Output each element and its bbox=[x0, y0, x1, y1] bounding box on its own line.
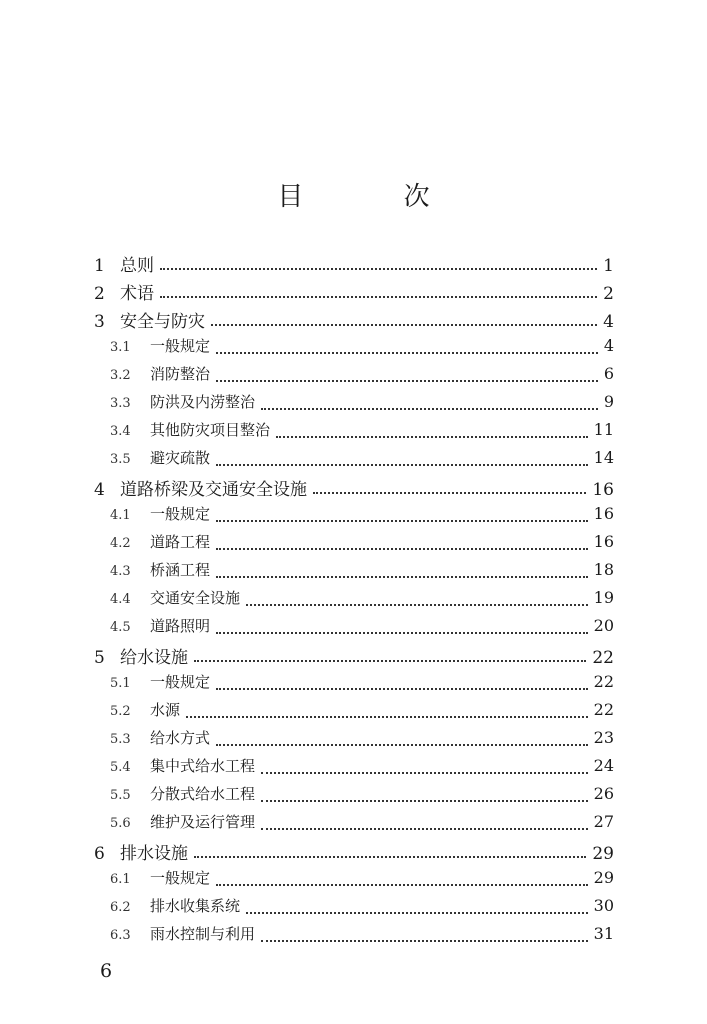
toc-entry-page-number: 1 bbox=[603, 256, 614, 276]
toc-entry-number: 3.2 bbox=[110, 368, 131, 383]
dot-leader bbox=[216, 519, 588, 522]
dot-leader bbox=[261, 771, 588, 774]
toc-entry-label: 雨水控制与利用 bbox=[150, 925, 256, 943]
toc-entry-page-number: 22 bbox=[592, 648, 614, 668]
toc-entry-page-number: 29 bbox=[592, 844, 614, 864]
dot-leader bbox=[160, 295, 597, 298]
toc-entry-number: 5.4 bbox=[110, 760, 131, 775]
toc-entry-number: 4.4 bbox=[110, 592, 131, 607]
dot-leader bbox=[216, 687, 588, 690]
toc-entry-label: 一般规定 bbox=[150, 337, 211, 355]
toc-entry-number: 5.5 bbox=[110, 788, 131, 803]
toc-entry-page-number: 30 bbox=[593, 896, 614, 915]
toc-entry-page-number: 6 bbox=[603, 364, 614, 383]
toc-entry-number: 6.3 bbox=[110, 928, 131, 943]
dot-leader bbox=[194, 855, 586, 858]
toc-entry-number: 6.1 bbox=[110, 872, 131, 887]
toc-chapter-entry[interactable] bbox=[0, 307, 707, 333]
dot-leader bbox=[160, 267, 597, 270]
toc-entry-label: 一般规定 bbox=[150, 869, 211, 887]
toc-entry-number: 4.2 bbox=[110, 536, 131, 551]
dot-leader bbox=[216, 575, 588, 578]
toc-entry-label: 道路照明 bbox=[150, 617, 211, 635]
toc-entry-number: 5 bbox=[94, 648, 105, 668]
dot-leader bbox=[211, 323, 597, 326]
toc-entry-page-number: 24 bbox=[593, 756, 614, 775]
toc-entry-label: 水源 bbox=[150, 701, 181, 719]
toc-entry-page-number: 4 bbox=[603, 312, 614, 332]
toc-entry-page-number: 19 bbox=[593, 588, 614, 607]
toc-entry-page-number: 26 bbox=[593, 784, 614, 803]
toc-entry-number: 4 bbox=[94, 480, 105, 500]
toc-entry-label: 安全与防灾 bbox=[120, 312, 205, 332]
toc-entry-number: 5.1 bbox=[110, 676, 131, 691]
dot-leader bbox=[216, 379, 598, 382]
toc-section-entry[interactable] bbox=[0, 727, 707, 753]
dot-leader bbox=[246, 911, 588, 914]
toc-section-entry[interactable] bbox=[0, 699, 707, 725]
toc-section-entry[interactable] bbox=[0, 895, 707, 921]
toc-entry-page-number: 27 bbox=[593, 812, 614, 831]
toc-entry-page-number: 14 bbox=[593, 448, 614, 467]
toc-entry-label: 消防整治 bbox=[150, 365, 211, 383]
toc-section-entry[interactable] bbox=[0, 363, 707, 389]
dot-leader bbox=[246, 603, 588, 606]
toc-entry-number: 5.2 bbox=[110, 704, 131, 719]
toc-entry-label: 避灾疏散 bbox=[150, 449, 211, 467]
toc-entry-page-number: 16 bbox=[593, 504, 614, 523]
toc-chapter-entry[interactable] bbox=[0, 475, 707, 501]
toc-entry-page-number: 31 bbox=[593, 924, 614, 943]
dot-leader bbox=[276, 435, 588, 438]
toc-entry-label: 交通安全设施 bbox=[150, 589, 241, 607]
toc-entry-label: 总则 bbox=[120, 256, 154, 276]
toc-entry-label: 一般规定 bbox=[150, 673, 211, 691]
toc-entry-number: 6 bbox=[94, 844, 105, 864]
dot-leader bbox=[261, 939, 588, 942]
toc-section-entry[interactable] bbox=[0, 671, 707, 697]
toc-entry-page-number: 20 bbox=[593, 616, 614, 635]
toc-entry-label: 排水收集系统 bbox=[150, 897, 241, 915]
toc-entry-label: 桥涵工程 bbox=[150, 561, 211, 579]
toc-section-entry[interactable] bbox=[0, 447, 707, 473]
toc-entry-page-number: 29 bbox=[593, 868, 614, 887]
toc-section-entry[interactable] bbox=[0, 783, 707, 809]
toc-chapter-entry[interactable] bbox=[0, 839, 707, 865]
toc-entry-page-number: 23 bbox=[593, 728, 614, 747]
dot-leader bbox=[186, 715, 588, 718]
dot-leader bbox=[216, 743, 588, 746]
toc-entry-page-number: 2 bbox=[603, 284, 614, 304]
toc-section-entry[interactable] bbox=[0, 419, 707, 445]
toc-entry-label: 排水设施 bbox=[120, 844, 188, 864]
toc-entry-number: 6.2 bbox=[110, 900, 131, 915]
toc-entry-page-number: 11 bbox=[593, 420, 614, 439]
toc-entry-page-number: 16 bbox=[592, 480, 614, 500]
toc-entry-number: 4.1 bbox=[110, 508, 131, 523]
toc-chapter-entry[interactable] bbox=[0, 251, 707, 277]
toc-section-entry[interactable] bbox=[0, 615, 707, 641]
toc-entry-number: 3.1 bbox=[110, 340, 131, 355]
dot-leader bbox=[216, 463, 588, 466]
toc-entry-number: 4.5 bbox=[110, 620, 131, 635]
dot-leader bbox=[216, 547, 588, 550]
toc-entry-page-number: 22 bbox=[593, 672, 614, 691]
dot-leader bbox=[194, 659, 586, 662]
dot-leader bbox=[216, 883, 588, 886]
toc-entry-number: 3.3 bbox=[110, 396, 131, 411]
toc-section-entry[interactable] bbox=[0, 587, 707, 613]
toc-entry-number: 4.3 bbox=[110, 564, 131, 579]
dot-leader bbox=[216, 351, 598, 354]
toc-section-entry[interactable] bbox=[0, 531, 707, 557]
toc-entry-label: 术语 bbox=[120, 284, 154, 304]
toc-section-entry[interactable] bbox=[0, 811, 707, 837]
dot-leader bbox=[313, 491, 586, 494]
dot-leader bbox=[261, 827, 588, 830]
toc-entry-label: 道路桥梁及交通安全设施 bbox=[120, 480, 307, 500]
toc-chapter-entry[interactable] bbox=[0, 279, 707, 305]
toc-entry-label: 维护及运行管理 bbox=[150, 813, 256, 831]
dot-leader bbox=[216, 631, 588, 634]
toc-section-entry[interactable] bbox=[0, 867, 707, 893]
toc-section-entry[interactable] bbox=[0, 755, 707, 781]
toc-chapter-entry[interactable] bbox=[0, 643, 707, 669]
toc-section-entry[interactable] bbox=[0, 391, 707, 417]
toc-entry-label: 防洪及内涝整治 bbox=[150, 393, 256, 411]
toc-entry-label: 给水方式 bbox=[150, 729, 211, 747]
toc-entry-number: 1 bbox=[94, 256, 105, 276]
dot-leader bbox=[261, 407, 598, 410]
toc-section-entry[interactable] bbox=[0, 335, 707, 361]
toc-entry-label: 分散式给水工程 bbox=[150, 785, 256, 803]
toc-entry-number: 5.6 bbox=[110, 816, 131, 831]
dot-leader bbox=[261, 799, 588, 802]
toc-entry-number: 3 bbox=[94, 312, 105, 332]
toc-entry-page-number: 18 bbox=[593, 560, 614, 579]
page-title: 目 次 bbox=[277, 182, 476, 212]
toc-entry-page-number: 16 bbox=[593, 532, 614, 551]
toc-entry-label: 道路工程 bbox=[150, 533, 211, 551]
toc-entry-label: 给水设施 bbox=[120, 648, 188, 668]
toc-entry-number: 3.5 bbox=[110, 452, 131, 467]
toc-entry-page-number: 4 bbox=[603, 336, 614, 355]
toc-entry-label: 一般规定 bbox=[150, 505, 211, 523]
toc-section-entry[interactable] bbox=[0, 503, 707, 529]
toc-entry-page-number: 9 bbox=[603, 392, 614, 411]
toc-entry-label: 其他防灾项目整治 bbox=[150, 421, 271, 439]
toc-entry-page-number: 22 bbox=[593, 700, 614, 719]
toc-entry-number: 2 bbox=[94, 284, 105, 304]
toc-section-entry[interactable] bbox=[0, 559, 707, 585]
toc-entry-number: 3.4 bbox=[110, 424, 131, 439]
toc-entry-label: 集中式给水工程 bbox=[150, 757, 256, 775]
toc-section-entry[interactable] bbox=[0, 923, 707, 949]
footer-page-number: 6 bbox=[100, 960, 113, 982]
toc-entry-number: 5.3 bbox=[110, 732, 131, 747]
